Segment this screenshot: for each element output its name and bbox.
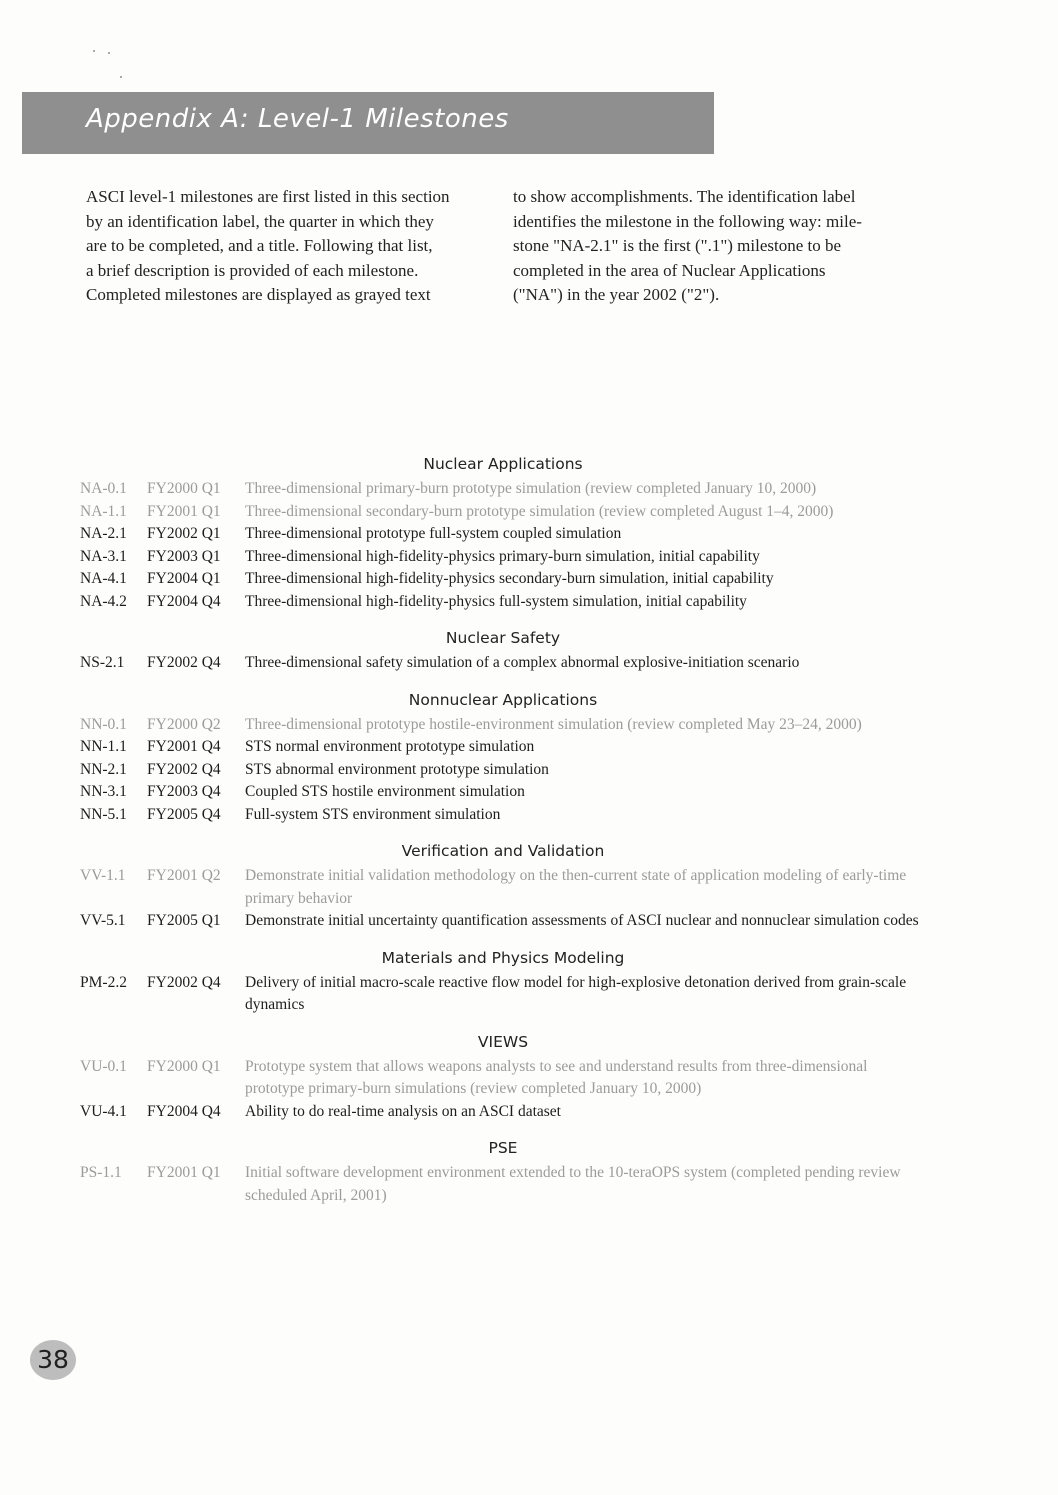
milestone-title: Three-dimensional secondary-burn prototype simulation (review completed August 1–4, 2000) [245,502,834,520]
milestone-row [80,546,920,569]
milestone-title: Full-system STS environment simulation [245,805,501,823]
milestone-section [80,690,920,827]
intro-line: ASCI level-1 milestones are first listed in this section [86,187,450,206]
milestone-title: Coupled STS hostile environment simulation [245,783,525,800]
milestone-title: Three-dimensional high-fidelity-physics full-system simulation, initial capability [245,592,747,610]
section-heading: Nuclear Safety [445,629,561,647]
milestone-quarter: FY2003 Q1 [147,547,221,565]
intro-line: identifies the milestone in the following way: mile- [513,211,862,231]
milestone-section [80,948,920,1017]
appendix-banner [22,92,714,154]
milestone-quarter: FY2000 Q2 [147,715,221,733]
intro-right-column [513,185,927,308]
milestone-id: PM-2.2 [80,973,127,991]
milestone-id: NA-1.1 [80,502,127,520]
milestone-title: Three-dimensional high-fidelity-physics secondary-burn simulation, initial capability [245,570,774,587]
section-heading: Nuclear Applications [423,455,583,473]
milestone-id: VV-1.1 [80,867,126,884]
milestone-id: NA-4.2 [80,592,127,610]
milestone-row [80,714,920,737]
milestone-row [80,759,920,782]
milestone-title: Three-dimensional prototype hostile-environment simulation (review completed May 23–24, 2000) [245,715,862,733]
milestone-list [80,454,920,1207]
milestone-quarter: FY2001 Q2 [147,867,221,884]
milestone-id: NA-4.1 [80,570,127,587]
milestone-id: NS-2.1 [80,654,125,671]
milestone-title: Three-dimensional primary-burn prototype simulation (review completed January 10, 2000) [245,480,817,497]
intro-line: by an identification label, the quarter in which they [86,211,434,231]
milestone-row [80,523,920,546]
intro-line: stone "NA-2.1" is the first (".1") milestone to be [513,236,842,255]
milestone-id: NN-2.1 [80,760,127,778]
milestone-id: NA-2.1 [80,525,127,542]
milestone-quarter: FY2005 Q1 [147,912,221,929]
milestone-row [80,591,920,614]
milestone-row [80,568,920,591]
milestone-title: Three-dimensional safety simulation of a complex abnormal explosive-initiation scenario [245,654,800,671]
milestone-id: NA-3.1 [80,547,127,565]
milestone-section [80,841,920,933]
milestone-quarter: FY2004 Q1 [147,570,221,587]
milestone-id: NN-3.1 [80,783,127,800]
milestone-section [80,454,920,613]
intro-line: Completed milestones are displayed as grayed text [86,285,431,304]
milestone-section [80,1138,920,1207]
milestone-row [80,910,920,933]
milestone-quarter: FY2005 Q4 [147,805,221,823]
milestone-quarter: FY2002 Q4 [147,654,221,671]
milestone-quarter: FY2001 Q1 [147,1164,221,1181]
milestone-id: VV-5.1 [80,912,126,929]
milestone-id: NN-1.1 [80,738,127,755]
intro-line: a brief description is provided of each milestone. [86,260,419,280]
milestone-title: STS abnormal environment prototype simulation [245,760,549,778]
milestone-row [80,781,920,804]
milestone-id: PS-1.1 [80,1164,122,1181]
milestone-row [80,865,920,910]
milestone-quarter: FY2004 Q4 [147,1102,221,1120]
milestone-title: Initial software development environment extended to the 10-teraOPS system (completed pending review scheduled April, 2001) [245,1164,901,1204]
scan-speck [93,50,95,52]
milestone-id: VU-4.1 [80,1102,127,1120]
milestone-row [80,804,920,827]
milestone-quarter: FY2002 Q1 [147,525,221,542]
milestone-quarter: FY2003 Q4 [147,783,221,800]
section-heading: PSE [488,1139,518,1157]
milestone-row [80,652,920,675]
intro-left-column [86,185,490,308]
appendix-title: Appendix A: Level-1 Milestones [86,104,509,134]
section-heading: Materials and Physics Modeling [381,948,625,967]
intro-line: are to be completed, and a title. Following that list, [86,236,433,255]
milestone-quarter: FY2004 Q4 [147,592,221,610]
scan-speck [120,76,122,78]
milestone-title: Prototype system that allows weapons analysts to see and understand results from three-dimensional prototype primary-burn simulations (review completed January 10, 2000) [245,1057,868,1097]
section-heading: Nonnuclear Applications [408,690,598,709]
milestone-row [80,1101,920,1124]
milestone-quarter: FY2000 Q1 [147,480,221,497]
milestone-id: NA-0.1 [80,480,127,497]
milestone-quarter: FY2002 Q4 [147,973,221,991]
milestone-quarter: FY2000 Q1 [147,1057,221,1075]
milestone-quarter: FY2001 Q4 [147,738,221,755]
milestone-title: Three-dimensional high-fidelity-physics primary-burn simulation, initial capability [245,547,760,565]
milestone-row [80,501,920,524]
milestone-section [80,628,920,675]
milestone-id: NN-5.1 [80,805,127,823]
milestone-id: NN-0.1 [80,715,127,733]
intro-line: completed in the area of Nuclear Applications [513,260,826,280]
milestone-title: Delivery of initial macro-scale reactive flow model for high-explosive detonation derived from grain-scale dynamics [245,973,907,1013]
milestone-row [80,736,920,759]
milestone-quarter: FY2002 Q4 [147,760,221,778]
intro-line: to show accomplishments. The identification label [513,187,856,206]
section-heading: VIEWS [477,1032,529,1051]
milestone-row [80,478,920,501]
milestone-id: VU-0.1 [80,1057,127,1075]
milestone-title: Ability to do real-time analysis on an ASCI dataset [245,1102,561,1120]
milestone-row [80,1056,920,1101]
milestone-row [80,972,920,1017]
milestone-title: STS normal environment prototype simulation [245,738,535,755]
milestone-title: Three-dimensional prototype full-system coupled simulation [245,525,622,542]
milestone-title: Demonstrate initial uncertainty quantification assessments of ASCI nuclear and nonnuclear simulation codes [245,912,919,929]
section-heading: Verification and Validation [401,842,605,860]
milestone-quarter: FY2001 Q1 [147,502,221,520]
milestone-section [80,1032,920,1124]
milestone-title: Demonstrate initial validation methodology on the then-current state of application modeling of early-time primary behavior [245,867,907,907]
intro-line: ("NA") in the year 2002 ("2"). [513,285,720,304]
milestone-row [80,1162,920,1207]
scan-speck [108,52,110,54]
page-number: 38 [30,1340,76,1380]
